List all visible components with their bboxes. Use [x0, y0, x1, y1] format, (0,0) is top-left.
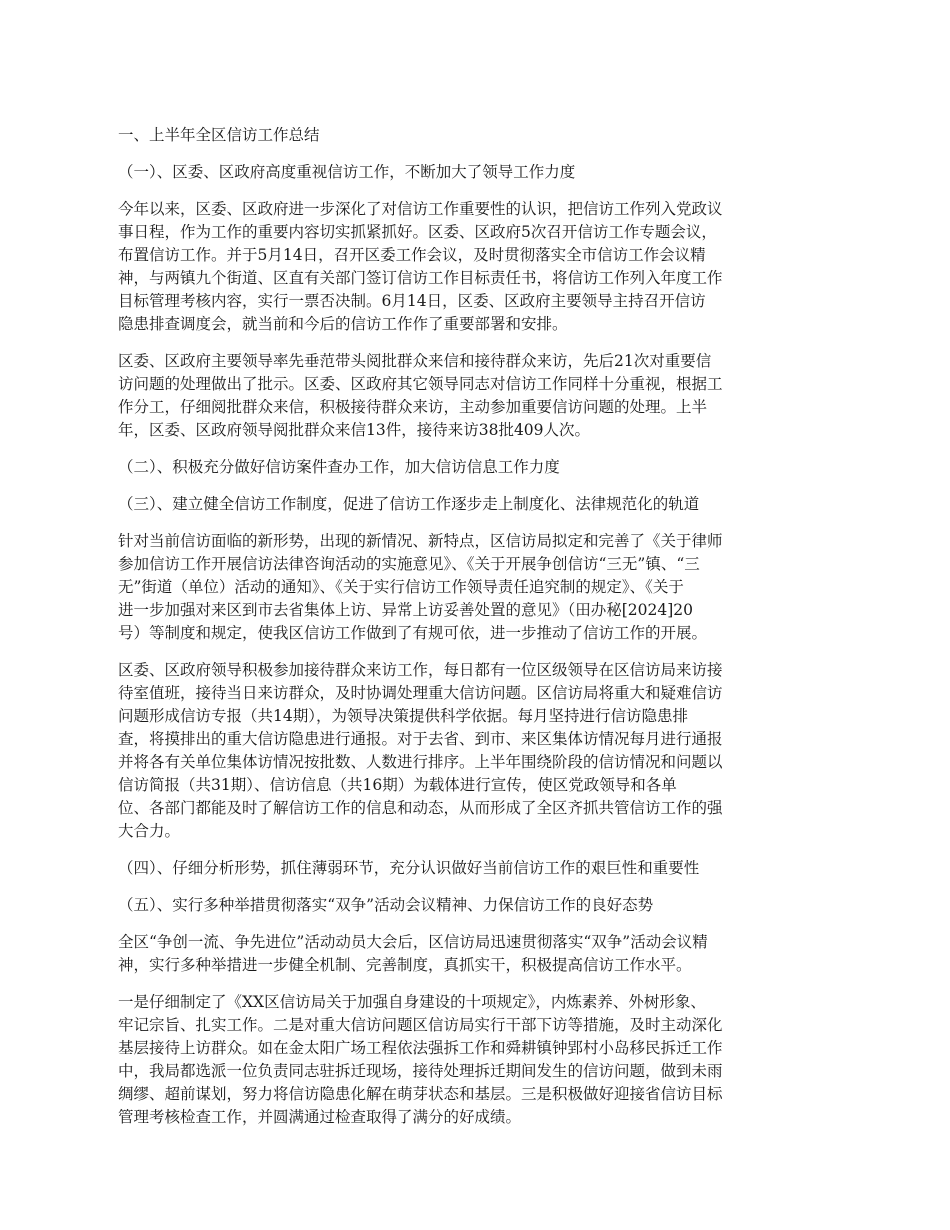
- heading-text: （三）、建立健全信访工作制度，促进了信访工作逐步走上制度化、法律规范化的轨道: [118, 495, 700, 513]
- paragraph-line: 年，区委、区政府领导阅批群众来信13件，接待来访38批409人次。: [118, 421, 591, 439]
- paragraph-line: 信访简报（共31期）、信访信息（共16期）为载体进行宣传，使区党政领导和各单: [118, 776, 677, 794]
- paragraph-line: 并将各有关单位集体访情况按批数、人数进行排序。上半年围绕阶段的信访情况和问题以: [118, 753, 723, 771]
- paragraph-line: 作分工，仔细阅批群众来信，积极接待群众来访，主动参加重要信访问题的处理。上半: [118, 398, 708, 416]
- paragraph: [118, 350, 834, 442]
- paragraph: [118, 931, 834, 977]
- paragraph-line: 待室值班，接待当日来访群众，及时协调处理重大信访问题。区信访局将重大和疑难信访: [118, 684, 723, 702]
- paragraph-line: 基层接待上访群众。如在金太阳广场工程依法强拆工作和舜耕镇钟郢村小岛移民拆迁工作: [118, 1039, 723, 1057]
- paragraph-line: 事日程，作为工作的重要内容切实抓紧抓好。区委、区政府5次召开信访工作专题会议，: [118, 223, 717, 241]
- paragraph-line: 问题形成信访专报（共14期），为领导决策提供科学依据。每月坚持进行信访隐患排: [118, 707, 688, 725]
- paragraph: [118, 991, 834, 1129]
- paragraph-line: 绸缪、超前谋划，努力将信访隐患化解在萌芽状态和基层。三是积极做好迎接省信访目标: [118, 1085, 723, 1103]
- paragraph: [118, 659, 834, 843]
- section-heading: [118, 456, 834, 479]
- paragraph-line: 区委、区政府领导积极参加接待群众来访工作，每日都有一位区级领导在区信访局来访接: [118, 661, 723, 679]
- section-heading: [118, 161, 834, 184]
- paragraph-line: 神，实行多种举措进一步健全机制、完善制度，真抓实干，积极提高信访工作水平。: [118, 956, 692, 974]
- paragraph-line: 参加信访工作开展信访法律咨询活动的实施意见》、《关于开展争创信访“三无”镇、“三: [118, 555, 700, 573]
- paragraph-line: 访问题的处理做出了批示。区委、区政府其它领导同志对信访工作同样十分重视，根据工: [118, 375, 723, 393]
- heading-text: （四）、仔细分析形势，抓住薄弱环节，充分认识做好当前信访工作的艰巨性和重要性: [118, 859, 700, 877]
- paragraph-line: 中，我局都选派一位负责同志驻拆迁现场，接待处理拆迁期间发生的信访问题，做到未雨: [118, 1062, 723, 1080]
- paragraph-line: 大合力。: [118, 822, 181, 840]
- paragraph-line: 今年以来，区委、区政府进一步深化了对信访工作重要性的认识，把信访工作列入党政议: [118, 200, 723, 218]
- paragraph: [118, 530, 834, 645]
- paragraph-line: 位、各部门都能及时了解信访工作的信息和动态，从而形成了全区齐抓共管信访工作的强: [118, 799, 723, 817]
- paragraph-line: 针对当前信访面临的新形势，出现的新情况、新特点，区信访局拟定和完善了《关于律师: [118, 532, 723, 550]
- paragraph-line: 隐患排查调度会，就当前和今后的信访工作作了重要部署和安排。: [118, 315, 568, 333]
- paragraph-line: 布置信访工作。并于5月14日，召开区委工作会议，及时贯彻落实全市信访工作会议精: [118, 246, 706, 264]
- heading-text: （五）、实行多种举措贯彻落实“双争”活动会议精神、力保信访工作的良好态势: [118, 896, 654, 914]
- section-heading: [118, 894, 834, 917]
- paragraph-line: 区委、区政府主要领导率先垂范带头阅批群众来信和接待群众来访，先后21次对重要信: [118, 352, 712, 370]
- paragraph-line: 号）等制度和规定，使我区信访工作做到了有规可依，进一步推动了信访工作的开展。: [118, 624, 708, 642]
- paragraph-line: 全区“争创一流、争先进位”活动动员大会后，区信访局迅速贯彻落实“双争”活动会议精: [118, 933, 708, 951]
- section-heading: [118, 857, 834, 880]
- document-sections: [118, 161, 834, 1129]
- paragraph-line: 无”街道（单位）活动的通知》、《关于实行信访工作领导责任追究制的规定》、《关于: [118, 578, 684, 596]
- paragraph-line: 牢记宗旨、扎实工作。二是对重大信访问题区信访局实行干部下访等措施，及时主动深化: [118, 1016, 723, 1034]
- paragraph-line: 一是仔细制定了《XX区信访局关于加强自身建设的十项规定》，内炼素养、外树形象、: [118, 993, 706, 1011]
- heading-text: （一）、区委、区政府高度重视信访工作，不断加大了领导工作力度: [118, 163, 576, 181]
- section-heading: [118, 493, 834, 516]
- paragraph: [118, 198, 834, 336]
- paragraph-line: 神，与两镇九个街道、区直有关部门签订信访工作目标责任书，将信访工作列入年度工作: [118, 269, 723, 287]
- heading-text: （二）、积极充分做好信访案件查办工作，加大信访信息工作力度: [118, 458, 560, 476]
- paragraph-line: 查，将摸排出的重大信访隐患进行通报。对于去省、到市、来区集体访情况每月进行通报: [118, 730, 723, 748]
- paragraph-line: 进一步加强对来区到市去省集体上访、异常上访妥善处置的意见》（田办秘[2024]20: [118, 601, 694, 619]
- paragraph-line: 管理考核检查工作，并圆满通过检查取得了满分的好成绩。: [118, 1108, 522, 1126]
- paragraph-line: 目标管理考核内容，实行一票否决制。6月14日，区委、区政府主要领导主持召开信访: [118, 292, 706, 310]
- document-title: 一、上半年全区信访工作总结: [118, 126, 320, 144]
- document-body: [118, 124, 834, 1143]
